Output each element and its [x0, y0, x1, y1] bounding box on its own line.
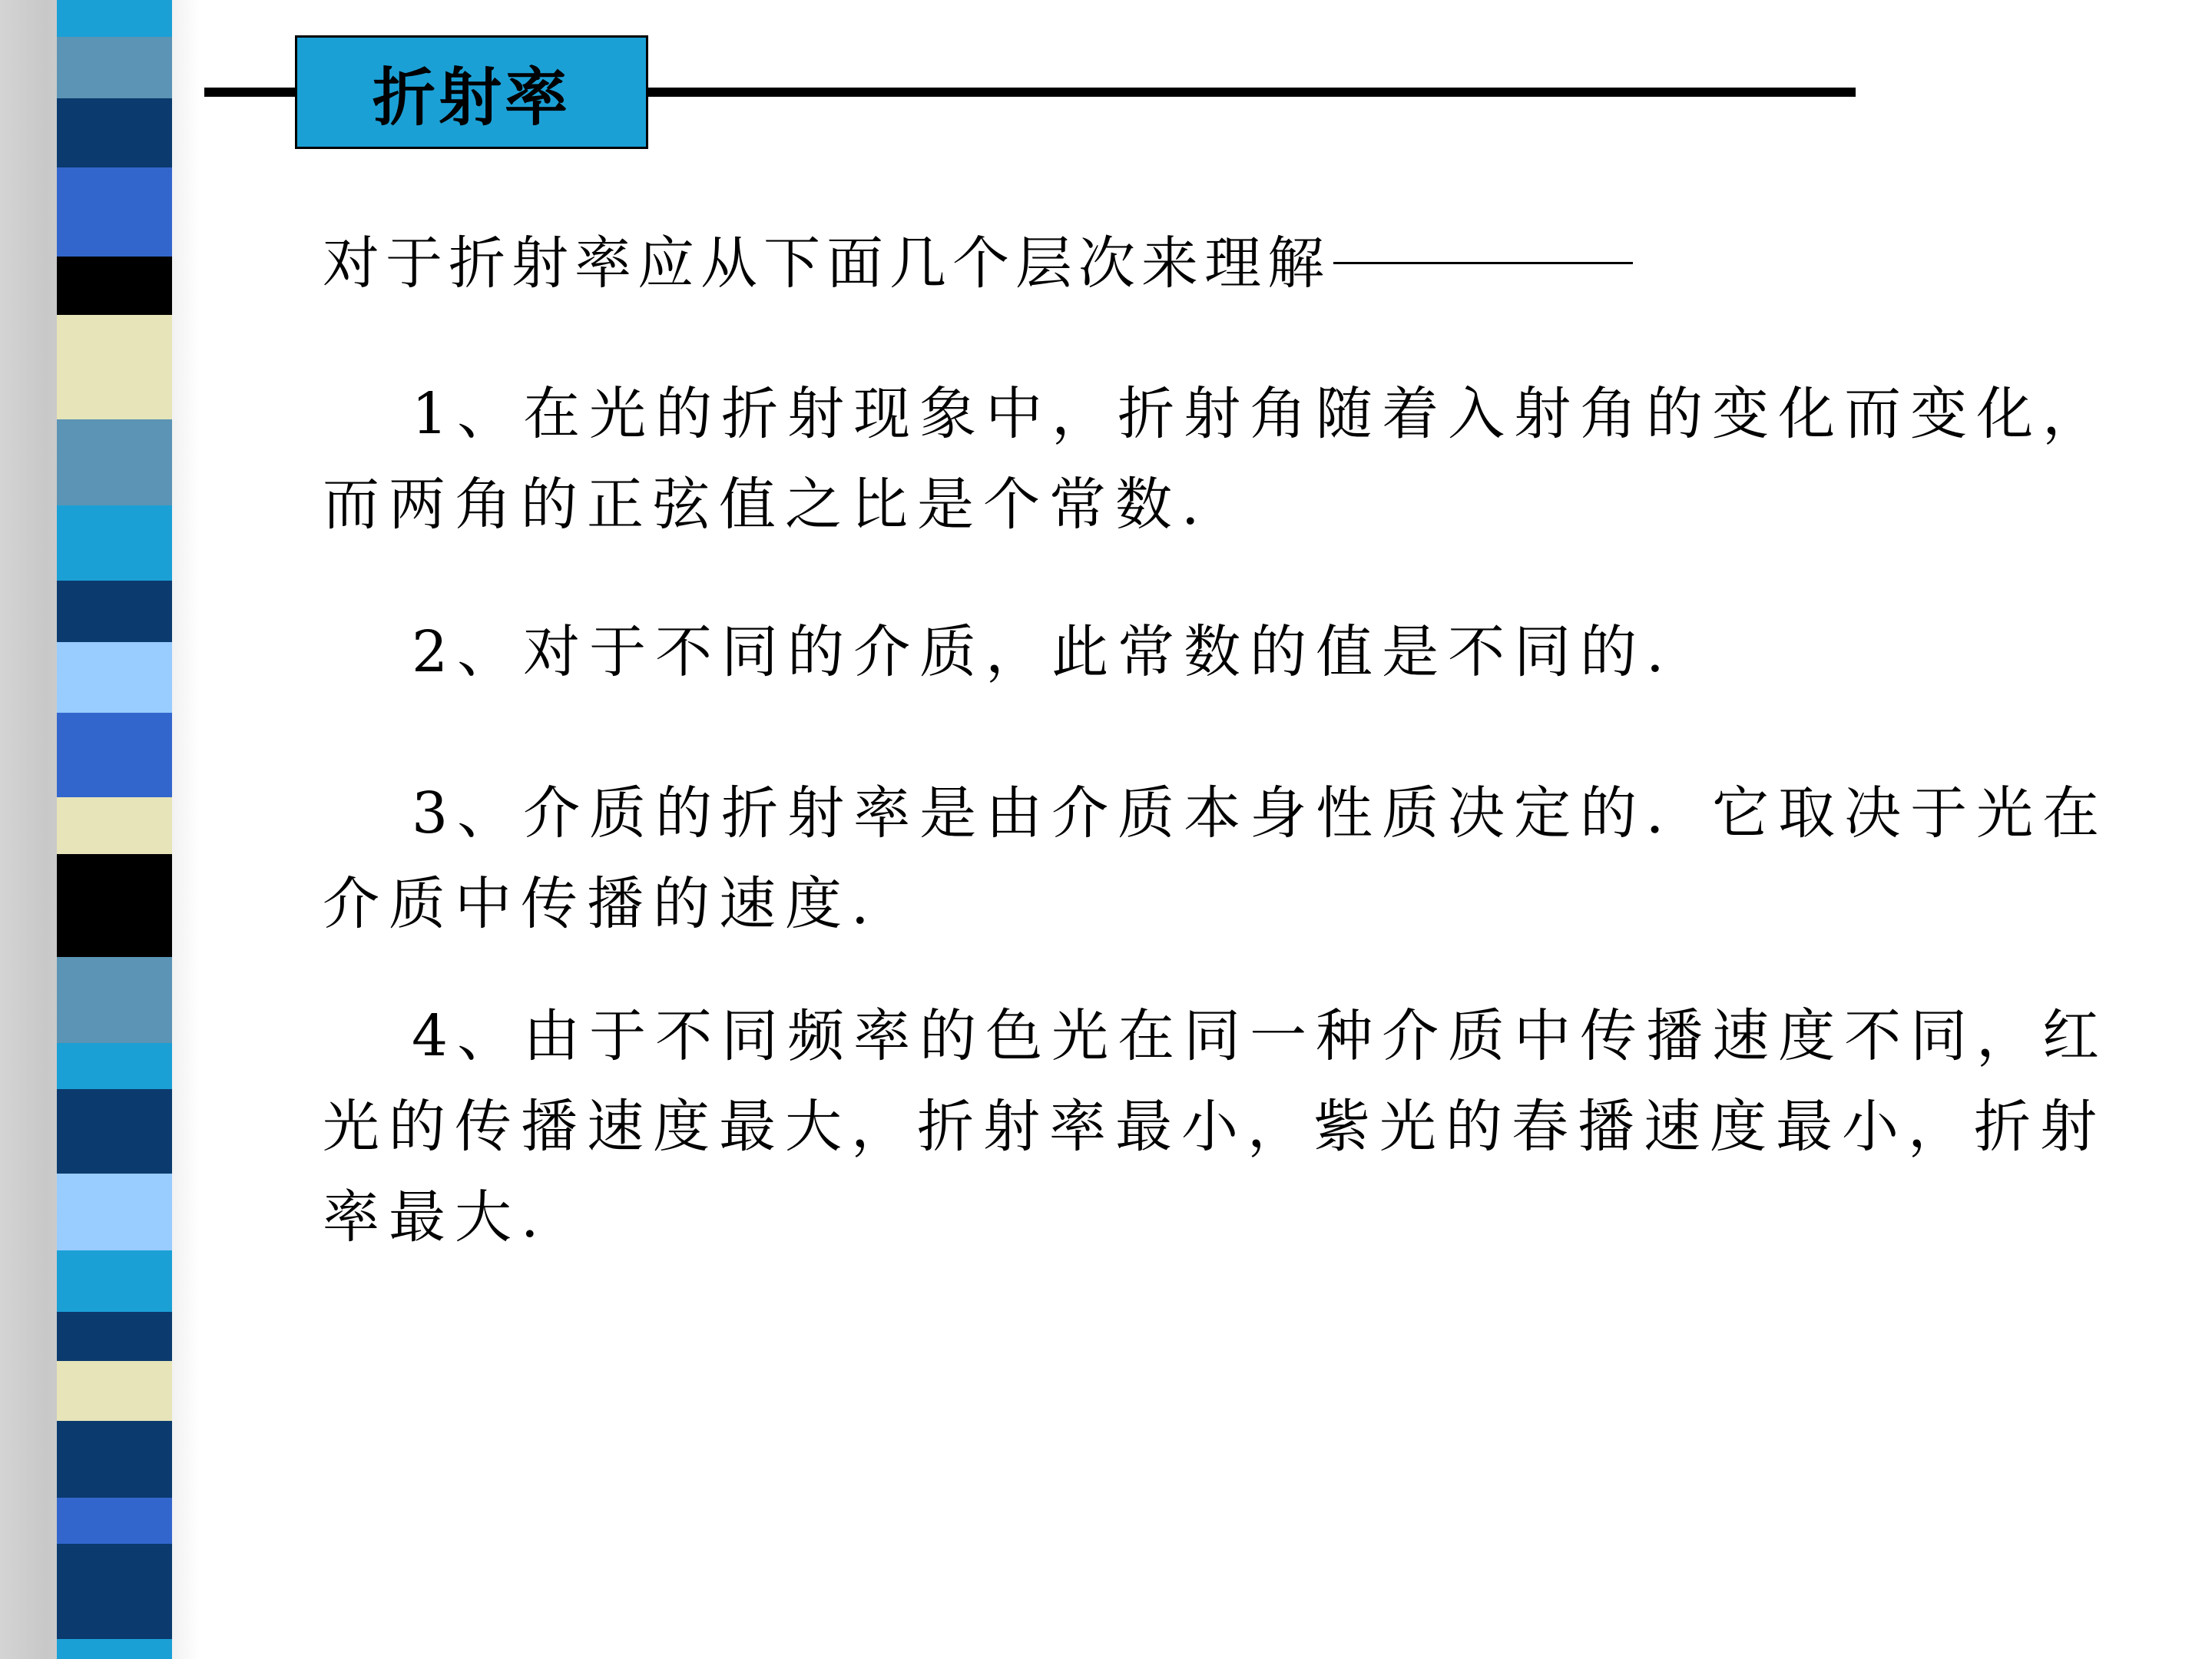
intro-text [323, 218, 2112, 309]
stripe-segment [57, 581, 172, 642]
slide-title: 折射率 [372, 60, 571, 134]
point-1-text: 1、在光的折射现象中，折射角随着入射角的变化而变化，而两角的正弦值之比是个常数. [323, 381, 2109, 538]
stripe-segment [57, 797, 172, 854]
point-4 [323, 991, 2112, 1263]
stripe-segment [57, 1312, 172, 1361]
point-3 [323, 768, 2112, 949]
title-box [295, 35, 648, 149]
stripe-segment [57, 713, 172, 797]
stripe-segment [57, 1089, 172, 1174]
decorative-stripe-bar [57, 0, 172, 1659]
point-2-text: 2、对于不同的介质，此常数的值是不同的. [412, 619, 1674, 685]
stripe-segment [57, 257, 172, 315]
stripe-segment [57, 505, 172, 581]
stripe-segment [57, 419, 172, 505]
stripe-segment [57, 315, 172, 419]
intro-label: 对于折射率应从下面几个层次来理解 [323, 230, 1330, 296]
point-2 [323, 607, 2112, 697]
stripe-segment [57, 1250, 172, 1312]
stripe-segment [57, 854, 172, 957]
stripe-segment [57, 167, 172, 257]
stripe-segment [57, 1421, 172, 1498]
stripe-segment [57, 1361, 172, 1421]
stripe-segment [57, 37, 172, 98]
point-1 [323, 369, 2112, 550]
stripe-segment [57, 957, 172, 1043]
stripe-segment [57, 1174, 172, 1250]
stripe-segment [57, 0, 172, 37]
stripe-segment [57, 1544, 172, 1639]
intro-dash [1333, 262, 1633, 264]
stripe-segment [57, 1639, 172, 1659]
stripe-segment [57, 98, 172, 167]
stripe-segment [57, 1498, 172, 1544]
point-4-text: 4、由于不同频率的色光在同一种介质中传播速度不同，红光的传播速度最大，折射率最小，紫光的春播速度最小，折射率最大. [323, 1003, 2109, 1250]
point-3-text: 3、介质的折射率是由介质本身性质决定的．它取决于光在介质中传播的速度. [323, 780, 2109, 937]
stripe-segment [57, 642, 172, 713]
stripe-segment [57, 1043, 172, 1089]
